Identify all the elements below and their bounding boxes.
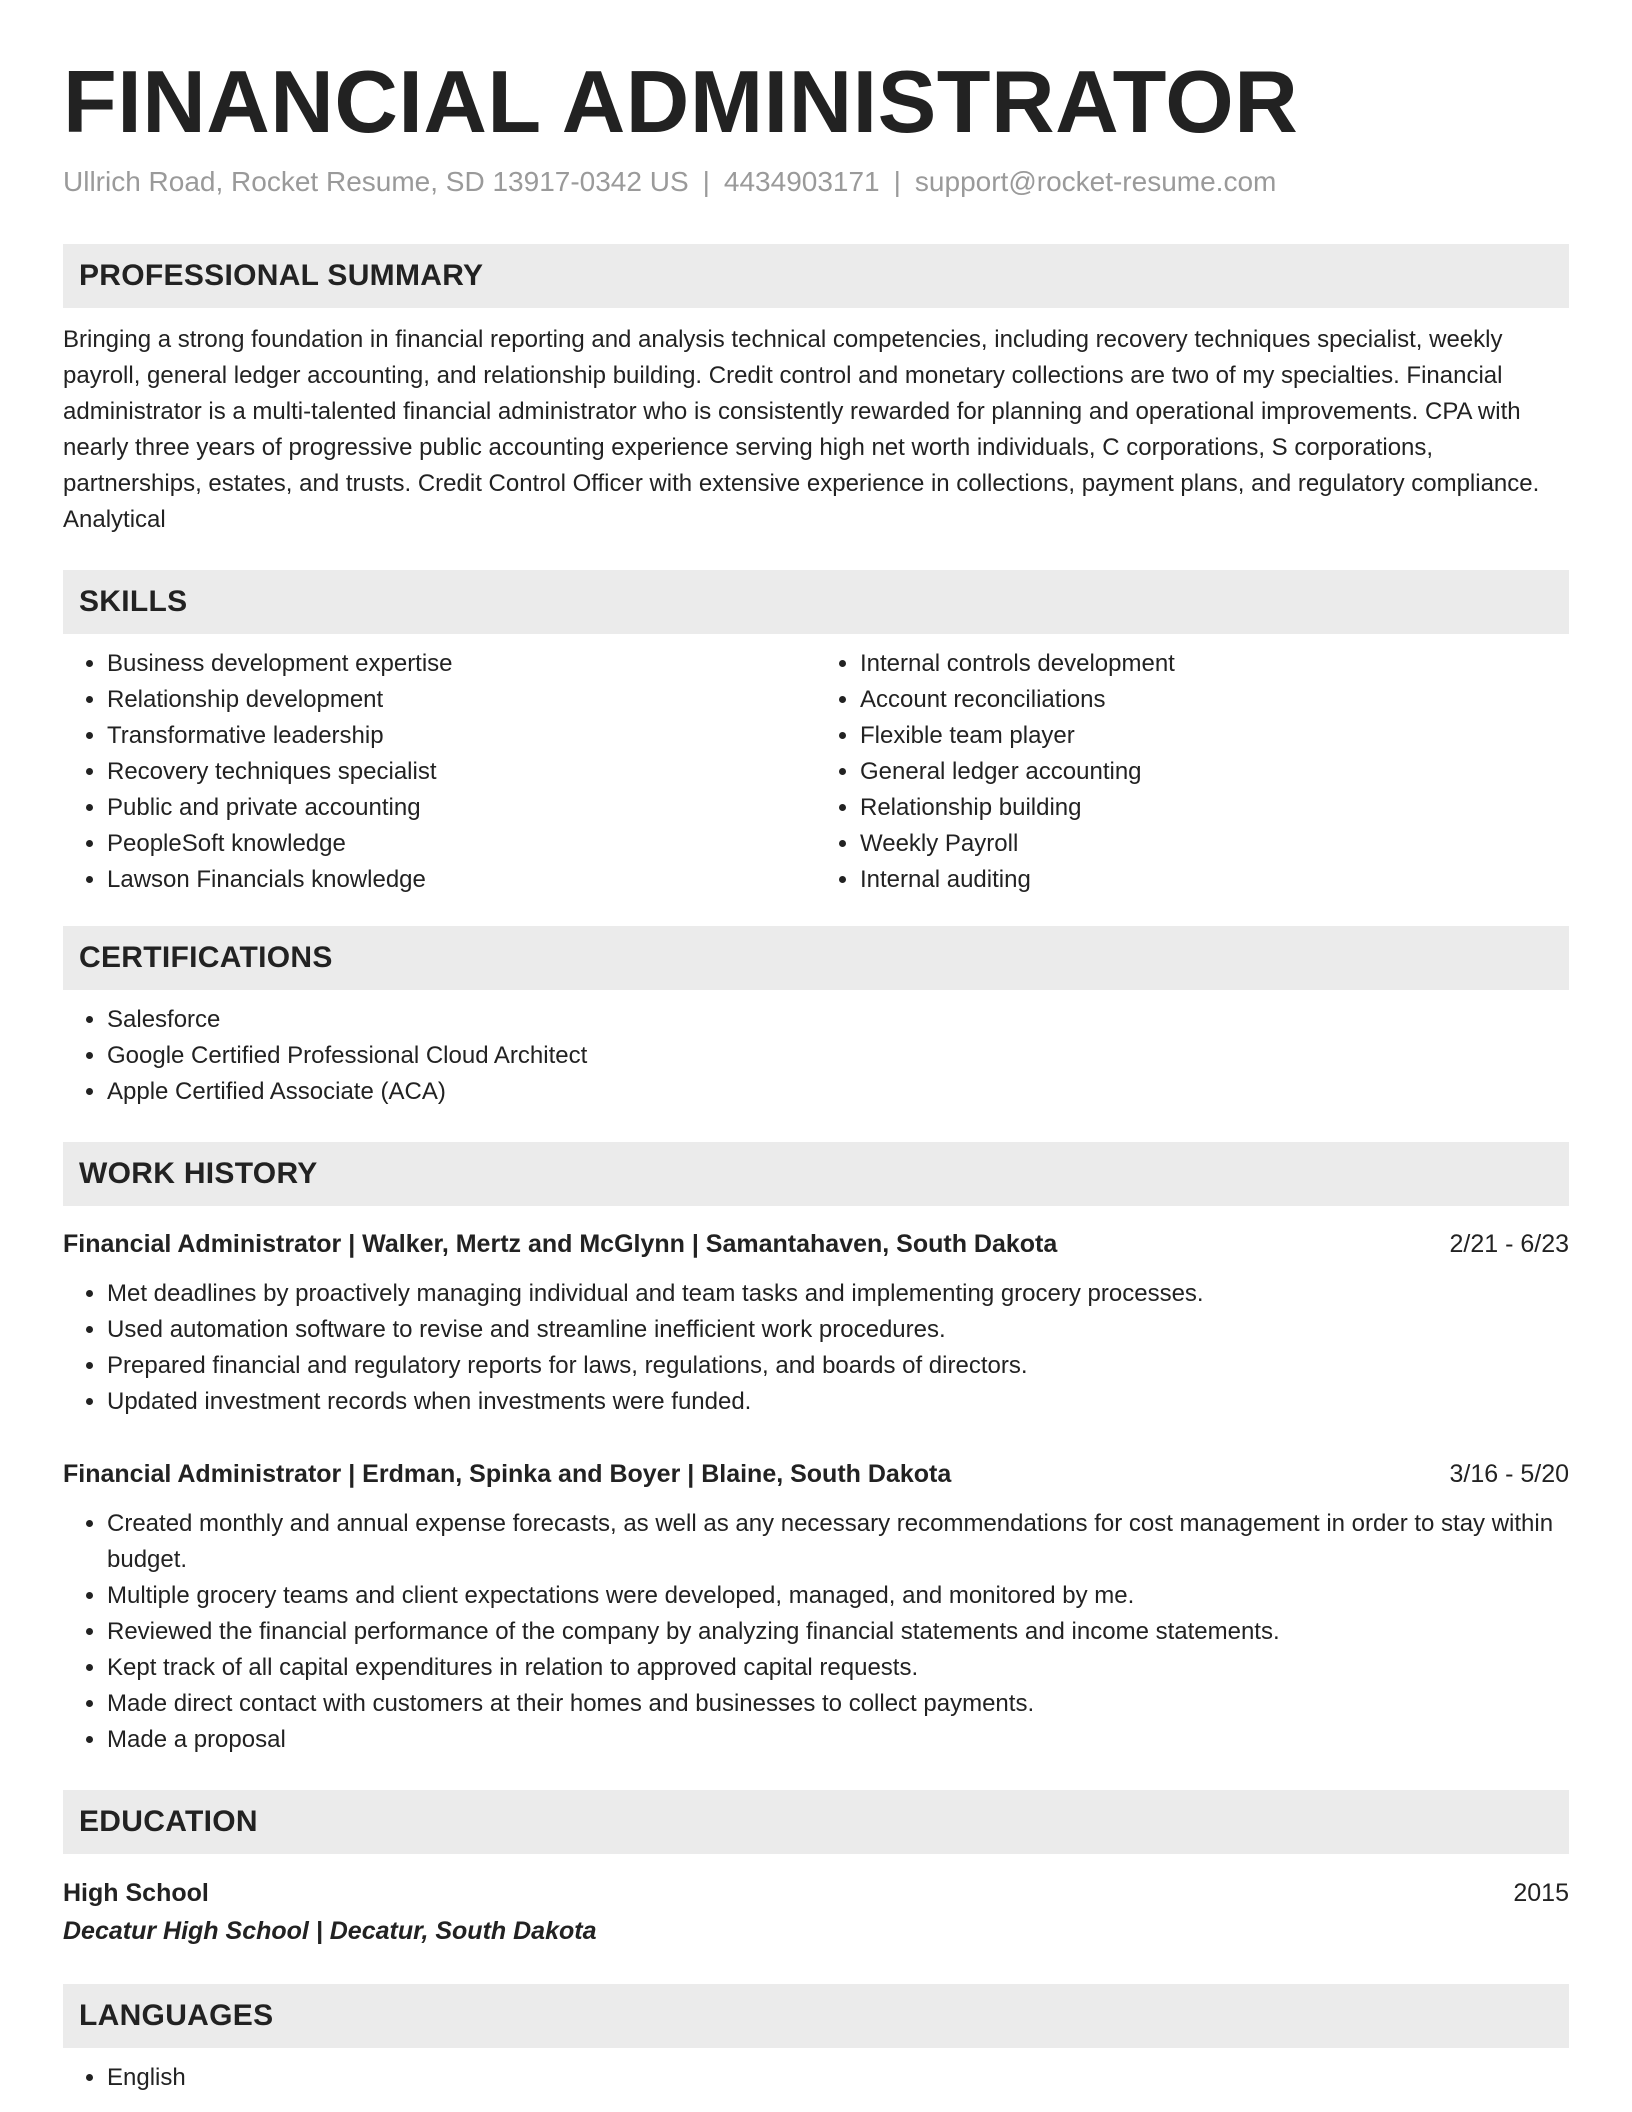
job-bullet: • Updated investment records when investments were funded.: [107, 1384, 1569, 1420]
languages-heading: LANGUAGES: [79, 1999, 274, 2032]
certification-item: • Google Certified Professional Cloud Architect: [107, 1038, 1569, 1074]
certifications-heading: CERTIFICATIONS: [79, 941, 333, 974]
certifications-section-header: [63, 926, 1569, 990]
skills-section-header: [63, 570, 1569, 634]
skills-column-right: [816, 646, 1569, 898]
job-bullet: • Made a proposal: [107, 1722, 1569, 1758]
skill-item: • Lawson Financials knowledge: [107, 862, 816, 898]
job-bullets: [63, 1276, 1569, 1420]
skills-list: [63, 646, 1569, 898]
job-bullet: • Multiple grocery teams and client expectations were developed, managed, and monitored by me.: [107, 1578, 1569, 1614]
summary-section-header: [63, 244, 1569, 308]
language-item: • English: [107, 2060, 1569, 2096]
work-section-header: [63, 1142, 1569, 1206]
contact-address: Ullrich Road, Rocket Resume, SD 13917-0342 US: [63, 166, 689, 197]
education-header: [63, 1874, 1569, 1912]
certifications-list: [63, 1002, 1569, 1110]
contact-separator: |: [702, 166, 710, 197]
job-title: Financial Administrator | Erdman, Spinka and Boyer | Blaine, South Dakota: [63, 1460, 952, 1488]
job-bullet: • Made direct contact with customers at their homes and businesses to collect payments.: [107, 1686, 1569, 1722]
education-heading: EDUCATION: [79, 1805, 258, 1838]
skill-item: • Business development expertise: [107, 646, 816, 682]
job-bullet: • Reviewed the financial performance of the company by analyzing financial statements and income statements.: [107, 1614, 1569, 1650]
skill-item: • Weekly Payroll: [860, 826, 1569, 862]
languages-section-header: [63, 1984, 1569, 2048]
job-dates: 3/16 - 5/20: [1449, 1460, 1569, 1488]
job-header: [63, 1456, 1569, 1492]
skill-item: • General ledger accounting: [860, 754, 1569, 790]
education-degree: High School: [63, 1879, 209, 1907]
contact-line: [63, 162, 1569, 202]
summary-heading: PROFESSIONAL SUMMARY: [79, 259, 484, 292]
job-header: [63, 1226, 1569, 1262]
skill-item: • Relationship development: [107, 682, 816, 718]
skill-item: • Internal auditing: [860, 862, 1569, 898]
education-section-header: [63, 1790, 1569, 1854]
skill-item: • Recovery techniques specialist: [107, 754, 816, 790]
education-entry: [63, 1874, 1569, 1950]
certification-item: • Salesforce: [107, 1002, 1569, 1038]
skill-item: • Transformative leadership: [107, 718, 816, 754]
job-bullet: • Kept track of all capital expenditures in relation to approved capital requests.: [107, 1650, 1569, 1686]
job-dates: 2/21 - 6/23: [1449, 1230, 1569, 1258]
contact-email: support@rocket-resume.com: [914, 166, 1277, 197]
skill-item: • Relationship building: [860, 790, 1569, 826]
contact-phone: 4434903171: [723, 166, 880, 197]
job-bullet: • Used automation software to revise and streamline inefficient work procedures.: [107, 1312, 1569, 1348]
job-title: Financial Administrator | Walker, Mertz and McGlynn | Samantahaven, South Dakota: [63, 1230, 1058, 1258]
skill-item: • Account reconciliations: [860, 682, 1569, 718]
languages-list: [63, 2060, 1569, 2096]
contact-separator: |: [893, 166, 901, 197]
certification-item: • Apple Certified Associate (ACA): [107, 1074, 1569, 1110]
job-bullet: • Created monthly and annual expense forecasts, as well as any necessary recommendations for cost management in order to stay within budget.: [107, 1506, 1569, 1578]
skill-item: • PeopleSoft knowledge: [107, 826, 816, 862]
job-bullet: • Met deadlines by proactively managing individual and team tasks and implementing grocery processes.: [107, 1276, 1569, 1312]
skill-item: • Flexible team player: [860, 718, 1569, 754]
job-entry: [63, 1226, 1569, 1420]
job-bullet: • Prepared financial and regulatory reports for laws, regulations, and boards of directors.: [107, 1348, 1569, 1384]
skills-column-left: [63, 646, 816, 898]
education-year: 2015: [1513, 1879, 1569, 1907]
skill-item: • Public and private accounting: [107, 790, 816, 826]
work-heading: WORK HISTORY: [79, 1157, 318, 1190]
job-entry: [63, 1456, 1569, 1758]
education-school: Decatur High School | Decatur, South Dakota: [63, 1917, 597, 1945]
summary-text: Bringing a strong foundation in financial reporting and analysis technical competencies, including recovery techniques specialist, weekly payroll, general ledger accounting, and relationship building. Credit control and monetary collections are two of my specialties. Financial administrator is a multi-talented financial administrator who is consistently rewarded for planning and operational improvements. CPA with nearly three years of progressive public accounting experience serving high net worth individuals, C corporations, S corporations, partnerships, estates, and trusts. Credit Control Officer with extensive experience in collections, payment plans, and regulatory compliance. Analytical: [63, 326, 1540, 533]
job-bullets: [63, 1506, 1569, 1758]
skill-item: • Internal controls development: [860, 646, 1569, 682]
resume-name: FINANCIAL ADMINISTRATOR: [63, 52, 1299, 151]
skills-heading: SKILLS: [79, 585, 188, 618]
